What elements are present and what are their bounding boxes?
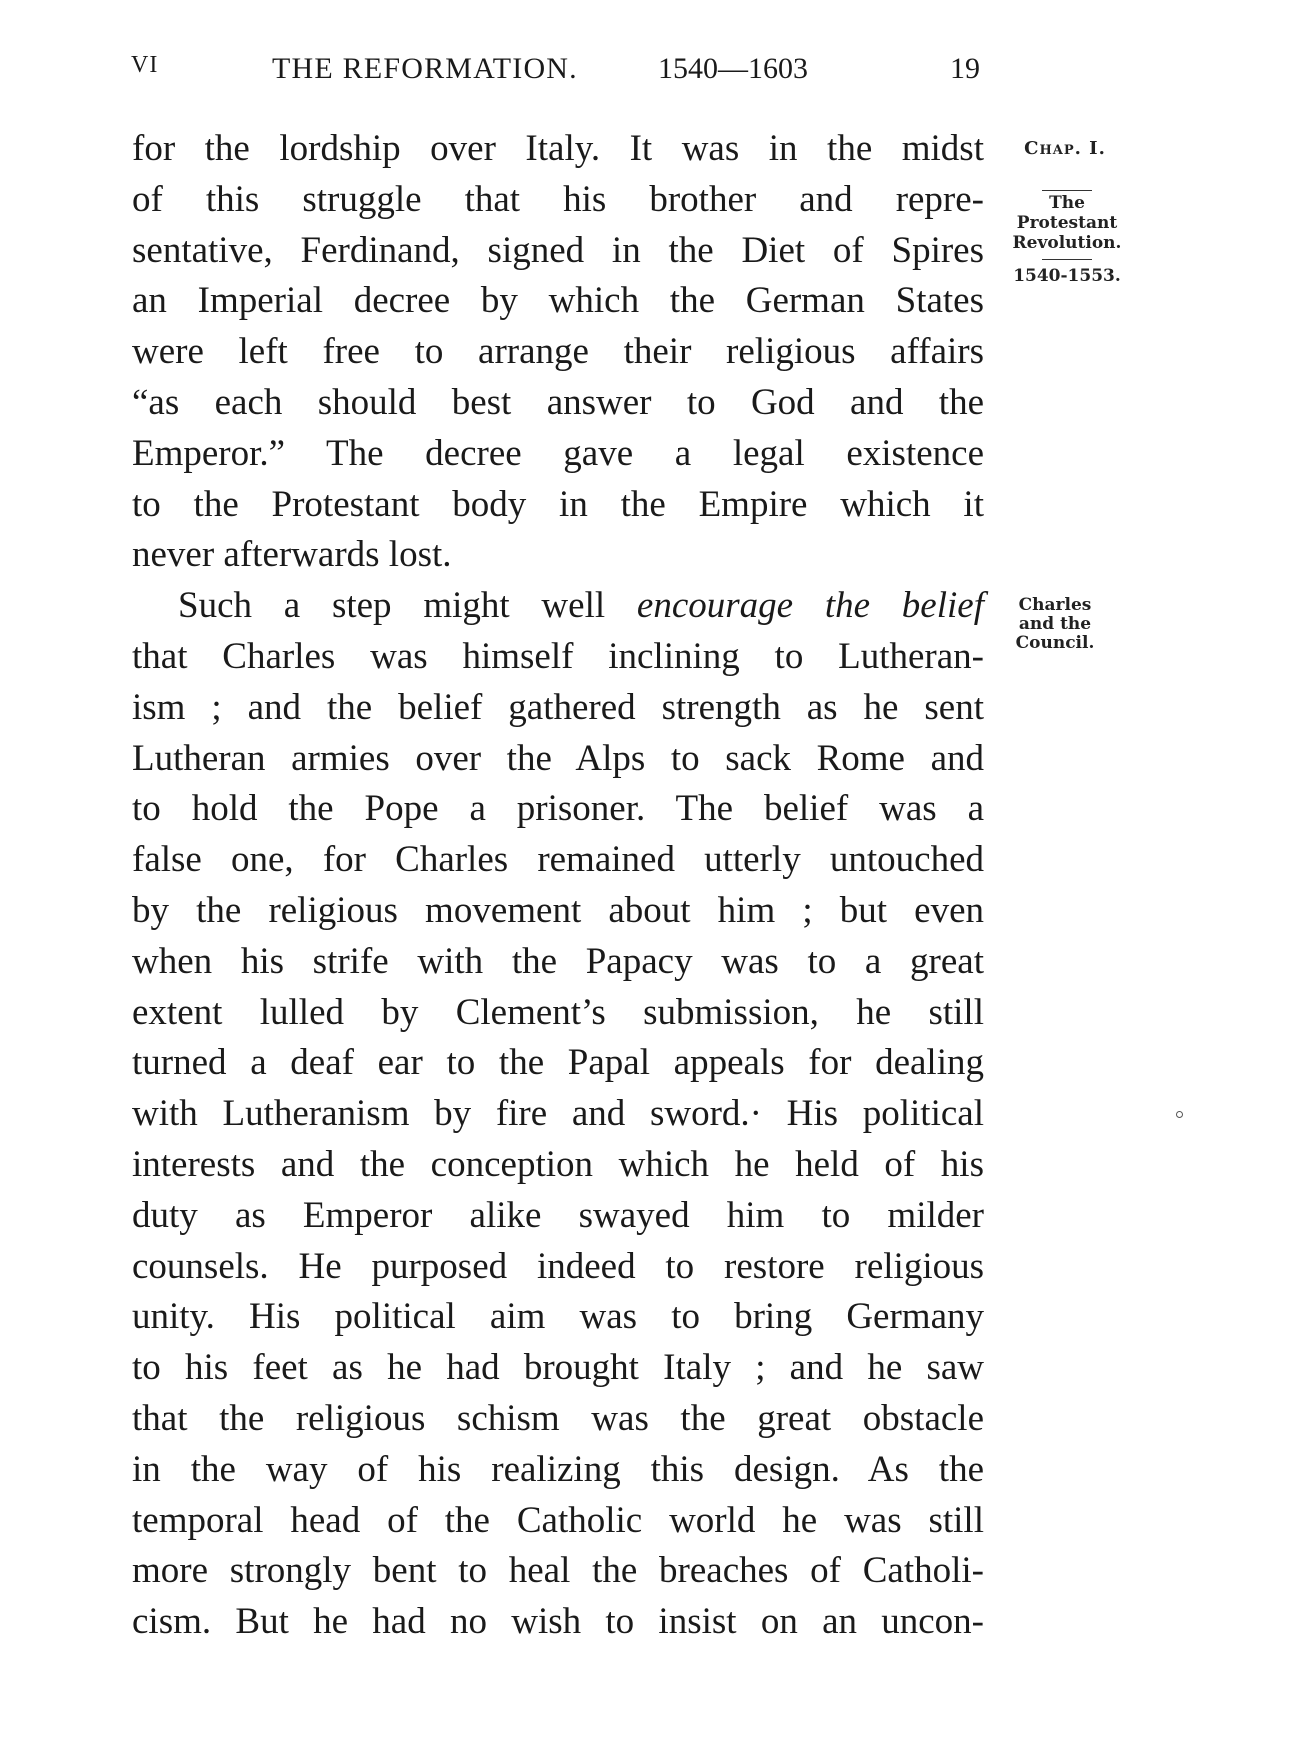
text-line: extent lulled by Clement’s submission, he still: [132, 991, 984, 1033]
margin-topic-line: Protestant: [1016, 213, 1118, 233]
margin-chapter-label: Chap. I.: [1024, 138, 1106, 159]
text-line: Emperor.” The decree gave a legal existence: [132, 432, 984, 474]
margin-note-topic: [988, 190, 1146, 286]
text-line: counsels. He purposed indeed to restore religious: [132, 1245, 984, 1287]
text-line: an Imperial decree by which the German States: [132, 280, 984, 322]
text-line: to his feet as he had brought Italy ; and he saw: [132, 1347, 984, 1389]
italic-text: encourage the belief: [636, 585, 984, 627]
text-line: were left free to arrange their religious affairs: [132, 331, 984, 373]
text-line: that Charles was himself inclining to Lutheran-: [132, 635, 984, 677]
margin-council-line: Council.: [1015, 633, 1095, 653]
stray-mark: [1176, 1111, 1183, 1118]
margin-note-council: [1000, 596, 1110, 653]
text-line: turned a deaf ear to the Papal appeals for dealing: [132, 1042, 984, 1084]
margin-topic-years: 1540-1553.: [1013, 266, 1121, 286]
header-section-number: VI: [131, 52, 159, 78]
text-line: with Lutheranism by fire and sword.· His political: [132, 1093, 984, 1135]
text-line: false one, for Charles remained utterly untouched: [132, 839, 984, 881]
text-line: in the way of his realizing this design. As the: [132, 1448, 984, 1490]
margin-topic-line: Revolution.: [1012, 233, 1122, 253]
margin-rule: [1042, 190, 1092, 191]
text-line: “as each should best answer to God and the: [132, 381, 984, 423]
text-line: interests and the conception which he held of his: [132, 1143, 984, 1185]
text-line: more strongly bent to heal the breaches of Catholi-: [132, 1550, 984, 1592]
paragraph: [132, 581, 984, 1648]
paragraph: [132, 124, 984, 581]
text-line: cism. But he had no wish to insist on an uncon-: [132, 1601, 984, 1643]
text-line: Lutheran armies over the Alps to sack Rome and: [132, 737, 984, 779]
text-line: to hold the Pope a prisoner. The belief was a: [132, 788, 984, 830]
text-line: duty as Emperor alike swayed him to milder: [132, 1194, 984, 1236]
text-line: ism ; and the belief gathered strength as he sent: [132, 686, 984, 728]
text-line: that the religious schism was the great obstacle: [132, 1397, 984, 1439]
text-span: Such a step might well: [178, 585, 637, 627]
running-header: [0, 52, 1309, 92]
margin-council-line: and the: [1018, 614, 1092, 634]
text-line: to the Protestant body in the Empire which it: [132, 483, 984, 525]
header-years: 1540—1603: [658, 52, 808, 85]
margin-council-line: Charles: [1018, 595, 1092, 615]
text-line: for the lordship over Italy. It was in the midst: [132, 128, 984, 169]
text-line: unity. His political aim was to bring Germany: [132, 1296, 984, 1338]
text-line: never afterwards lost.: [132, 534, 452, 576]
text-line: temporal head of the Catholic world he was still: [132, 1499, 984, 1541]
text-line: [132, 581, 984, 632]
page-number: 19: [950, 52, 980, 85]
margin-note-chapter: [1010, 138, 1120, 159]
text-line: when his strife with the Papacy was to a great: [132, 940, 984, 982]
body-text: [132, 124, 984, 1648]
margin-rule: [1042, 259, 1092, 260]
text-line: by the religious movement about him ; but even: [132, 889, 984, 931]
header-title: THE REFORMATION.: [272, 52, 578, 85]
text-line: of this struggle that his brother and repre-: [132, 178, 984, 220]
text-line: sentative, Ferdinand, signed in the Diet of Spires: [132, 229, 984, 271]
margin-topic-line: The: [1049, 193, 1085, 213]
